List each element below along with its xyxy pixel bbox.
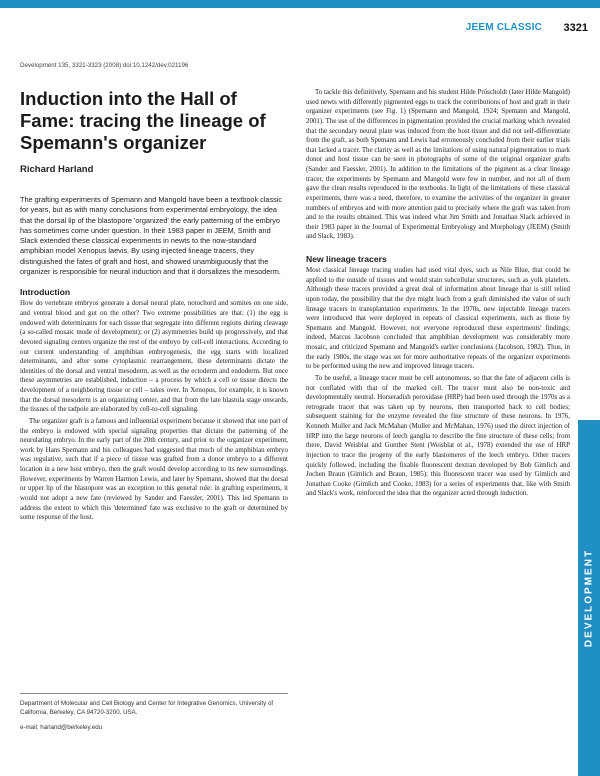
affiliation-text: Department of Molecular and Cell Biology and Center for Integrative Genomics, University of California, Berkeley, CA 94720-3200, USA.	[20, 700, 274, 716]
article-title: Induction into the Hall of Fame: tracing the lineage of Spemann's organizer	[20, 88, 266, 153]
introduction-paragraph-1: How do vertebrate embryos generate a dorsal neural plate, notochord and somites on one side, and ventral blood and gut on the other? Two extreme possibilities are that: (1) the egg is endowed with determinants for each tissue that segregate into different regions during cleavage (a so-called mosaic mode of development); or (2) asymmetries build up progressively, and that devoted signaling centers organize the rest of the embryo by cell-cell interactions. According to our current understanding of amphibian embryogenesis, the egg starts with localized determinants, and after some cytoplasmic rearrangement, these determinants dictate the identities of the dorsal and ventral mesoderm, as well as the ectoderm and endoderm. But once these asymmetries are established, induction – a process by which a cell or tissue directs the development of a neighboring tissue or cell – takes over. In Xenopus, for example, it is known that the dorsal mesoderm is an organizing center, and that from the late blastula stage onwards, the tissues of the tadpole are elaborated by cell-to-cell signaling.	[20, 299, 288, 414]
introduction-paragraph-2: The organizer graft is a famous and influential experiment because it showed that one part of the embryo is endowed with special signaling properties that dictate the patterning of the neurulating embryo. In the early part of the 20th century, and prior to the organizer experiment, work by Hans Spemann and his colleagues had suggested that much of the amphibian embryo was regulative, such that if a piece of tissue was grafted from a donor embryo to a different location in a new host embryo, then the graft would develop according to its new surroundings. However, experiments by Warren Harmon Lewis, and later by Spemann, showed that the dorsal or upper lip of the blastopore was an exception to this general rule: in grafting experiments, it would not adopt a new fate (reviewed by Sander and Faessler, 2001). This led Spemann to address the extent to which this 'determined' fate was exclusive to the graft or determined by some response of the host.	[20, 416, 288, 522]
lineage-paragraph-1: Most classical lineage tracing studies had used vital dyes, such as Nile Blue, that could be applied to the outside of tissues and would stain subcellular structures, such as yolk platelets. Although these tracers provided a great deal of information about lineage that is still relied upon today, the possibility that the dye might leach from a graft diminished the value of such lineage tracers in transplantation experiments. In the 1970s, new injectable lineage tracers were introduced that were deployed in repeats of classical experiments, such as those by Spemann and Mangold. However, not everyone reproduced these experiments' findings; indeed, Marcus Jacobson concluded that amphibian development was considerably more mosaic, and criticized Spemann and Mangold's earlier conclusions (Jacobson, 1982). Thus, in the early 1980s, the stage was set for more authoritative repeats of the organizer experiments to be performed using the new and improved lineage tracers.	[306, 266, 570, 371]
continuation-paragraph: To tackle this definitively, Spemann and his student Hilde Pröscholdt (later Hilde Mangold) used newts with differently pigmented eggs to track the contributions of host and graft in their organizer experiments (see Fig. 1) (Spemann and Mangold, 1924; Spemann and Mangold, 2001). The use of the differences in pigmentation provided the crucial marking which revealed that the secondary neural plate was induced from the host tissue and did not self-differentiate from the graft, as both Spemann and Lewis had erroneously concluded from their earlier trials that lacked a tracer. The clarity as well as the limitations of using natural pigmentation to mark donor and host tissue can be seen in photographs of some of the original organizer grafts (Sander and Faessler, 2001). In addition to the limitations of the pigment as a clear lineage tracer, the experiments by Spemann and Mangold were few in number, and not all of them gave the clean results reproduced in the textbooks. In light of the limitations of these classical experiments, there was a need, therefore, to examine the activities of the organizer in greater numbers of embryos and with more attention paid to precisely where the graft was taken from and to the results obtained. This was indeed what Jim Smith and Jonathan Slack achieved in their 1983 paper in the Journal of Experimental Embryology and Morphology (JEEM) (Smith and Slack, 1983).	[306, 88, 570, 241]
lineage-paragraph-2: To be useful, a lineage tracer must be cell autonomous, so that the fate of adjacent cells is not conflated with that of the marked cell. The tracer must also be non-toxic and developmentally neutral. Horseradish peroxidase (HRP) had been used through the 1970s as a retrograde tracer that was taken up by neurons, then transported back to cell bodies; subsequent staining for the enzyme revealed the fine structure of these neurons. In 1976, Kenneth Muller and Jack McMahan (Muller and McMahan, 1976) used the direct injection of HRP into the large neurons of leech ganglia to describe the fine structure of these cells; from there, David Weisblat and Gunther Stent (Weisblat et al., 1978) extended the use of HRP injection to trace the progeny of the early blastomeres of the leech embryo. Other tracers quickly followed, including the fixable fluorescent dextran developed by Bob Gimlich and Jochen Braun (Gimlich and Braun, 1985); this fluorescent tracer was used by Gimlich and Jonathan Cooke (Gimlich and Cooke, 1983) for a series of experiments that, like with Smith and Slack's work, reinforced the idea that the organizer acted through induction.	[306, 373, 570, 498]
section-heading-introduction: Introduction	[20, 287, 71, 298]
author-email: e-mail: harland@berkeley.edu	[20, 724, 103, 732]
affiliation-footnote	[20, 693, 288, 733]
right-column	[306, 86, 570, 499]
header-bar	[0, 0, 600, 42]
journal-side-tab	[578, 420, 600, 776]
left-column	[20, 88, 288, 523]
side-tab-label: DEVELOPMENT	[583, 548, 595, 648]
page-number: 3321	[563, 22, 588, 34]
journal-section-label: JEEM CLASSIC	[465, 22, 542, 33]
author-name: Richard Harland	[20, 164, 94, 175]
section-heading-lineage-tracers: New lineage tracers	[306, 254, 387, 264]
citation-line: Development 135, 3321-3323 (2008) doi:10.1242/dev.021196	[20, 62, 189, 69]
abstract: The grafting experiments of Spemann and Mangold have been a textbook classic for years, but as with many conclusions from experimental embryology, the idea that the dorsal lip of the blastopore 'organized' the early patterning of the embryo has sometimes come under question. In their 1983 paper in JEEM, Smith and Slack extended these classical experiments in newts to the now-standard amphibian model Xenopus laevis. By using injected lineage tracers, they distinguished the fates of graft and host, and showed unambiguously that the organizer is responsible for neural induction and that it dorsalizes the mesoderm.	[20, 195, 283, 277]
